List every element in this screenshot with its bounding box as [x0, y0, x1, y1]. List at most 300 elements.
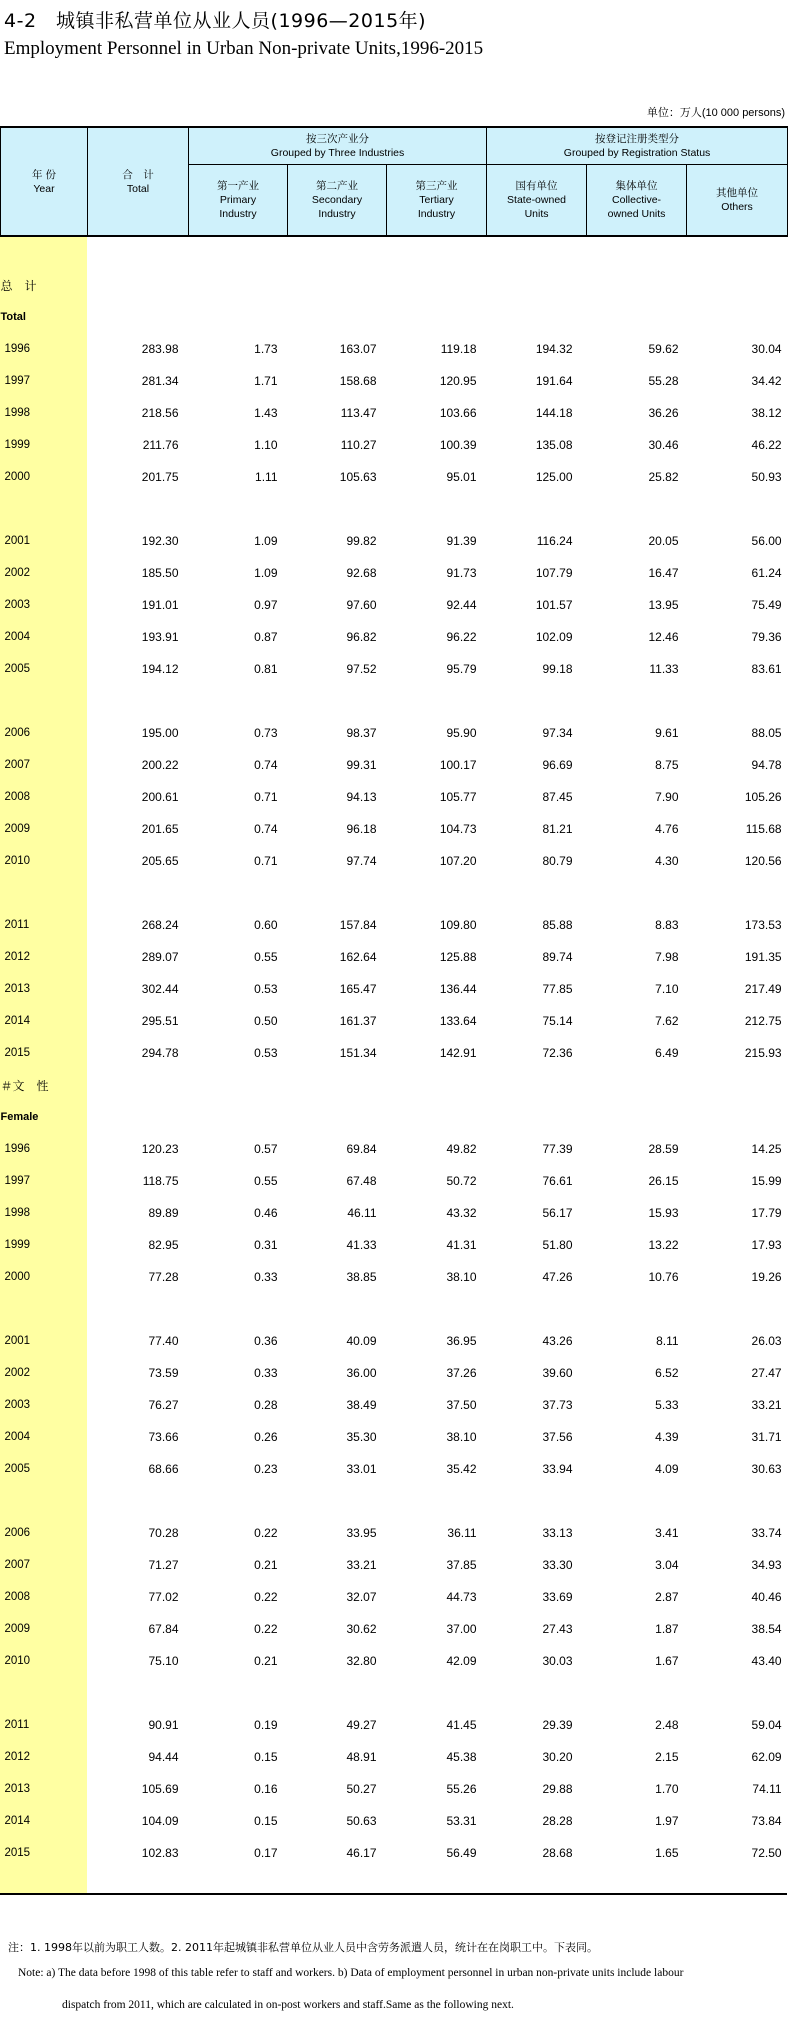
- value-cell: 1.09: [254, 566, 278, 580]
- value-cell: 120.23: [141, 1142, 179, 1156]
- value-cell: 39.60: [542, 1366, 573, 1380]
- value-cell: 41.45: [446, 1718, 477, 1732]
- table-row: [1, 1165, 788, 1197]
- value-cell: 73.84: [751, 1814, 782, 1828]
- value-cell: 97.34: [542, 726, 573, 740]
- year-cell: 2003: [4, 599, 31, 611]
- year-cell: 2000: [4, 471, 31, 483]
- value-cell: 45.38: [446, 1750, 477, 1764]
- value-cell: 50.63: [346, 1814, 377, 1828]
- section-label-en: Total: [0, 311, 26, 323]
- header-collective: [587, 165, 687, 237]
- table-row: [1, 813, 788, 845]
- header-registration-group: [487, 127, 788, 165]
- value-cell: 1.10: [254, 438, 278, 452]
- value-cell: 0.53: [254, 1046, 278, 1060]
- table-header: [1, 127, 788, 236]
- value-cell: 49.27: [346, 1718, 377, 1732]
- value-cell: 43.32: [446, 1206, 477, 1220]
- value-cell: 144.18: [535, 406, 573, 420]
- value-cell: 107.20: [439, 854, 477, 868]
- note-chinese: 注：1. 1998年以前为职工人数。2. 2011年起城镇非私营单位从业人员中含劳务派遣人员，统计在在岗职工中。下表同。: [8, 1941, 598, 1954]
- section-label-row: [1, 1069, 788, 1101]
- value-cell: 7.62: [655, 1014, 679, 1028]
- value-cell: 37.50: [446, 1398, 477, 1412]
- value-cell: 80.79: [542, 854, 573, 868]
- header-secondary-cn: 第二产业: [316, 180, 358, 192]
- table-row: [1, 1421, 788, 1453]
- value-cell: 281.34: [141, 374, 179, 388]
- value-cell: 217.49: [744, 982, 782, 996]
- value-cell: 59.62: [648, 342, 679, 356]
- value-cell: 100.39: [439, 438, 477, 452]
- value-cell: 4.39: [655, 1430, 679, 1444]
- header-others: [687, 165, 788, 237]
- value-cell: 191.01: [141, 598, 179, 612]
- value-cell: 1.97: [655, 1814, 679, 1828]
- year-cell: 2004: [4, 1431, 31, 1443]
- value-cell: 105.63: [339, 470, 377, 484]
- value-cell: 6.49: [655, 1046, 679, 1060]
- value-cell: 8.11: [656, 1334, 679, 1348]
- value-cell: 7.10: [655, 982, 679, 996]
- value-cell: 33.01: [346, 1462, 377, 1476]
- value-cell: 0.26: [254, 1430, 278, 1444]
- value-cell: 91.39: [446, 534, 477, 548]
- year-cell: 2005: [4, 663, 31, 675]
- value-cell: 109.80: [439, 918, 477, 932]
- value-cell: 32.07: [346, 1590, 377, 1604]
- value-cell: 6.52: [655, 1366, 679, 1380]
- value-cell: 67.48: [346, 1174, 377, 1188]
- value-cell: 120.95: [439, 374, 477, 388]
- value-cell: 200.22: [141, 758, 179, 772]
- value-cell: 30.62: [346, 1622, 377, 1636]
- header-state-owned: [487, 165, 587, 237]
- year-cell: 1998: [4, 1207, 31, 1219]
- value-cell: 56.49: [446, 1846, 477, 1860]
- value-cell: 4.30: [655, 854, 679, 868]
- value-cell: 5.33: [655, 1398, 679, 1412]
- value-cell: 9.61: [655, 726, 679, 740]
- year-cell: 2005: [4, 1463, 31, 1475]
- year-cell: 1997: [4, 1175, 31, 1187]
- table-bottom-rule: [0, 1893, 787, 1895]
- year-cell: 2015: [4, 1047, 31, 1059]
- year-cell: 1996: [4, 343, 31, 355]
- spacer-row: [1, 685, 788, 717]
- value-cell: 35.42: [446, 1462, 477, 1476]
- value-cell: 195.00: [141, 726, 179, 740]
- table-row: [1, 973, 788, 1005]
- value-cell: 69.84: [346, 1142, 377, 1156]
- value-cell: 113.47: [340, 406, 377, 420]
- header-primary-en2: Industry: [219, 208, 257, 220]
- value-cell: 97.52: [346, 662, 377, 676]
- header-tertiary-cn: 第三产业: [415, 180, 458, 192]
- value-cell: 28.28: [542, 1814, 573, 1828]
- value-cell: 194.32: [535, 342, 573, 356]
- value-cell: 89.89: [148, 1206, 179, 1220]
- value-cell: 19.26: [751, 1270, 782, 1284]
- value-cell: 77.28: [148, 1270, 179, 1284]
- value-cell: 94.13: [346, 790, 377, 804]
- value-cell: 118.75: [142, 1174, 179, 1188]
- value-cell: 33.21: [346, 1558, 377, 1572]
- value-cell: 194.12: [141, 662, 179, 676]
- table-row: [1, 1613, 788, 1645]
- value-cell: 200.61: [141, 790, 179, 804]
- year-cell: 2006: [4, 1527, 31, 1539]
- header-collective-cn: 集体单位: [615, 180, 658, 192]
- value-cell: 29.88: [542, 1782, 573, 1796]
- value-cell: 72.36: [542, 1046, 573, 1060]
- value-cell: 31.71: [751, 1430, 782, 1444]
- value-cell: 13.95: [648, 598, 679, 612]
- value-cell: 88.05: [751, 726, 782, 740]
- value-cell: 119.18: [440, 342, 477, 356]
- value-cell: 46.11: [347, 1206, 377, 1220]
- table-row: [1, 1357, 788, 1389]
- value-cell: 212.75: [744, 1014, 782, 1028]
- year-cell: 2012: [4, 1751, 31, 1763]
- header-collective-en2: owned Units: [607, 208, 666, 220]
- year-cell: 2004: [4, 631, 31, 643]
- year-cell: 2015: [4, 1847, 31, 1859]
- value-cell: 53.31: [446, 1814, 477, 1828]
- spacer-cell: [1, 493, 788, 525]
- year-cell: 2009: [4, 1623, 31, 1635]
- employment-table: [0, 126, 788, 1869]
- value-cell: 0.57: [254, 1142, 278, 1156]
- value-cell: 16.47: [648, 566, 679, 580]
- header-tertiary-en1: Tertiary: [419, 194, 454, 206]
- value-cell: 94.44: [148, 1750, 179, 1764]
- spacer-row: [1, 1293, 788, 1325]
- value-cell: 0.21: [254, 1558, 278, 1572]
- year-cell: 2011: [4, 919, 30, 931]
- header-industries-group: [189, 127, 487, 165]
- value-cell: 73.66: [148, 1430, 179, 1444]
- value-cell: 1.67: [655, 1654, 679, 1668]
- spacer-cell: [1, 1677, 788, 1709]
- header-secondary-en2: Industry: [318, 208, 356, 220]
- value-cell: 1.65: [655, 1846, 679, 1860]
- spacer-row: [1, 1485, 788, 1517]
- value-cell: 40.46: [751, 1590, 782, 1604]
- value-cell: 0.22: [254, 1526, 278, 1540]
- header-secondary-en1: Secondary: [311, 194, 363, 206]
- value-cell: 46.17: [346, 1846, 377, 1860]
- value-cell: 13.22: [648, 1238, 679, 1252]
- value-cell: 33.13: [542, 1526, 573, 1540]
- value-cell: 89.74: [542, 950, 573, 964]
- value-cell: 37.26: [446, 1366, 477, 1380]
- value-cell: 41.33: [346, 1238, 377, 1252]
- header-registration-cn: 按登记注册类型分: [595, 133, 680, 145]
- table-row: [1, 1453, 788, 1485]
- value-cell: 43.26: [542, 1334, 573, 1348]
- value-cell: 302.44: [141, 982, 179, 996]
- value-cell: 193.91: [141, 630, 179, 644]
- value-cell: 95.79: [446, 662, 477, 676]
- table-row: [1, 1389, 788, 1421]
- value-cell: 120.56: [744, 854, 782, 868]
- header-secondary: [288, 165, 387, 237]
- spacer-row: [1, 236, 788, 269]
- value-cell: 33.95: [346, 1526, 377, 1540]
- value-cell: 0.87: [254, 630, 278, 644]
- value-cell: 8.83: [655, 918, 679, 932]
- value-cell: 56.00: [751, 534, 782, 548]
- year-cell: 2012: [4, 951, 31, 963]
- value-cell: 0.17: [254, 1846, 278, 1860]
- table-row: [1, 653, 788, 685]
- value-cell: 201.75: [141, 470, 179, 484]
- year-cell: 2002: [4, 567, 31, 579]
- header-state-en2: Units: [524, 208, 549, 220]
- value-cell: 38.10: [446, 1270, 477, 1284]
- value-cell: 28.68: [542, 1846, 573, 1860]
- value-cell: 1.09: [254, 534, 278, 548]
- value-cell: 1.87: [655, 1622, 679, 1636]
- value-cell: 37.56: [542, 1430, 573, 1444]
- section-label-cn: ＃文 性: [0, 1078, 49, 1093]
- value-cell: 95.01: [446, 470, 477, 484]
- value-cell: 215.93: [744, 1046, 782, 1060]
- value-cell: 0.19: [254, 1718, 278, 1732]
- value-cell: 99.82: [346, 534, 377, 548]
- value-cell: 295.51: [141, 1014, 179, 1028]
- value-cell: 90.91: [148, 1718, 179, 1732]
- value-cell: 0.36: [254, 1334, 278, 1348]
- value-cell: 0.53: [254, 982, 278, 996]
- value-cell: 34.93: [751, 1558, 782, 1572]
- value-cell: 1.71: [254, 374, 278, 388]
- value-cell: 36.95: [446, 1334, 477, 1348]
- table-row: [1, 1773, 788, 1805]
- value-cell: 191.35: [744, 950, 782, 964]
- value-cell: 33.69: [542, 1590, 573, 1604]
- value-cell: 77.85: [542, 982, 573, 996]
- value-cell: 107.79: [535, 566, 573, 580]
- value-cell: 50.93: [751, 470, 782, 484]
- value-cell: 4.09: [655, 1462, 679, 1476]
- header-state-cn: 国有单位: [515, 180, 558, 192]
- value-cell: 0.46: [254, 1206, 278, 1220]
- spacer-cell: [1, 1293, 788, 1325]
- header-tertiary: [387, 165, 487, 237]
- value-cell: 97.74: [346, 854, 377, 868]
- value-cell: 105.69: [141, 1782, 179, 1796]
- value-cell: 20.05: [648, 534, 679, 548]
- spacer-cell: [1, 236, 788, 269]
- year-cell: 2009: [4, 823, 31, 835]
- value-cell: 142.91: [439, 1046, 477, 1060]
- year-cell: 2013: [4, 983, 31, 995]
- value-cell: 33.74: [751, 1526, 782, 1540]
- value-cell: 87.45: [542, 790, 573, 804]
- value-cell: 91.73: [446, 566, 477, 580]
- year-cell: 2011: [4, 1719, 30, 1731]
- value-cell: 46.22: [751, 438, 782, 452]
- value-cell: 98.37: [346, 726, 377, 740]
- header-primary: [189, 165, 288, 237]
- value-cell: 75.49: [751, 598, 782, 612]
- value-cell: 0.28: [254, 1398, 278, 1412]
- table-row: [1, 1741, 788, 1773]
- value-cell: 85.88: [542, 918, 573, 932]
- value-cell: 0.55: [254, 950, 278, 964]
- value-cell: 0.16: [254, 1782, 278, 1796]
- value-cell: 71.27: [148, 1558, 179, 1572]
- value-cell: 95.90: [446, 726, 477, 740]
- value-cell: 151.34: [339, 1046, 377, 1060]
- value-cell: 11.33: [649, 662, 679, 676]
- header-year-en: Year: [33, 182, 55, 195]
- table-row: [1, 461, 788, 493]
- year-cell: 2007: [4, 1559, 31, 1571]
- value-cell: 205.65: [141, 854, 179, 868]
- value-cell: 201.65: [141, 822, 179, 836]
- value-cell: 104.09: [141, 1814, 179, 1828]
- value-cell: 30.63: [751, 1462, 782, 1476]
- value-cell: 96.18: [346, 822, 377, 836]
- value-cell: 115.68: [745, 822, 782, 836]
- spacer-row: [1, 1677, 788, 1709]
- value-cell: 3.04: [655, 1558, 679, 1572]
- section-label-cn: 总 计: [0, 278, 37, 293]
- header-year-cn: 年 份: [32, 168, 56, 181]
- table-row: [1, 1037, 788, 1069]
- table-row: [1, 941, 788, 973]
- value-cell: 25.82: [648, 470, 679, 484]
- year-cell: 2010: [4, 1655, 31, 1667]
- value-cell: 76.61: [542, 1174, 573, 1188]
- value-cell: 0.74: [254, 822, 278, 836]
- value-cell: 1.73: [254, 342, 278, 356]
- year-cell: 1998: [4, 407, 31, 419]
- value-cell: 35.30: [346, 1430, 377, 1444]
- value-cell: 77.39: [542, 1142, 573, 1156]
- value-cell: 191.64: [535, 374, 573, 388]
- value-cell: 7.98: [655, 950, 679, 964]
- value-cell: 0.21: [254, 1654, 278, 1668]
- value-cell: 36.00: [346, 1366, 377, 1380]
- value-cell: 7.90: [655, 790, 679, 804]
- value-cell: 72.50: [751, 1846, 782, 1860]
- table-row: [1, 1581, 788, 1613]
- value-cell: 79.36: [751, 630, 782, 644]
- value-cell: 30.03: [542, 1654, 573, 1668]
- header-total-en: Total: [126, 182, 150, 195]
- value-cell: 2.48: [655, 1718, 679, 1732]
- value-cell: 161.37: [339, 1014, 377, 1028]
- table-row: [1, 1549, 788, 1581]
- value-cell: 94.78: [751, 758, 782, 772]
- value-cell: 30.46: [648, 438, 679, 452]
- table-row: [1, 621, 788, 653]
- value-cell: 42.09: [446, 1654, 477, 1668]
- value-cell: 30.20: [542, 1750, 573, 1764]
- value-cell: 74.11: [752, 1782, 782, 1796]
- value-cell: 38.10: [446, 1430, 477, 1444]
- value-cell: 283.98: [141, 342, 179, 356]
- page-title-chinese: 4-2 城镇非私营单位从业人员(1996—2015年): [4, 10, 427, 32]
- year-cell: 2003: [4, 1399, 31, 1411]
- value-cell: 133.64: [439, 1014, 477, 1028]
- value-cell: 76.27: [148, 1398, 179, 1412]
- value-cell: 75.10: [148, 1654, 179, 1668]
- table-row: [1, 1229, 788, 1261]
- spacer-row: [1, 877, 788, 909]
- value-cell: 77.02: [148, 1590, 179, 1604]
- value-cell: 32.80: [346, 1654, 377, 1668]
- value-cell: 15.93: [648, 1206, 679, 1220]
- spacer-row: [1, 493, 788, 525]
- table-row: [1, 1517, 788, 1549]
- value-cell: 0.97: [254, 598, 278, 612]
- table-row: [1, 1261, 788, 1293]
- value-cell: 33.94: [542, 1462, 573, 1476]
- value-cell: 4.76: [655, 822, 679, 836]
- value-cell: 51.80: [542, 1238, 573, 1252]
- value-cell: 77.40: [148, 1334, 179, 1348]
- section-label-row: [1, 269, 788, 301]
- value-cell: 1.11: [255, 470, 278, 484]
- value-cell: 41.31: [446, 1238, 477, 1252]
- value-cell: 0.55: [254, 1174, 278, 1188]
- value-cell: 0.81: [254, 662, 278, 676]
- value-cell: 38.49: [346, 1398, 377, 1412]
- value-cell: 158.68: [339, 374, 377, 388]
- value-cell: 163.07: [339, 342, 377, 356]
- value-cell: 101.57: [535, 598, 573, 612]
- value-cell: 103.66: [439, 406, 477, 420]
- year-cell: 1997: [4, 375, 31, 387]
- value-cell: 55.26: [446, 1782, 477, 1796]
- value-cell: 0.23: [254, 1462, 278, 1476]
- table-row: [1, 717, 788, 749]
- table-row: [1, 1837, 788, 1869]
- value-cell: 268.24: [141, 918, 179, 932]
- value-cell: 12.46: [648, 630, 679, 644]
- value-cell: 105.77: [439, 790, 477, 804]
- value-cell: 48.91: [346, 1750, 377, 1764]
- value-cell: 61.24: [751, 566, 782, 580]
- value-cell: 8.75: [655, 758, 679, 772]
- value-cell: 49.82: [446, 1142, 477, 1156]
- value-cell: 47.26: [542, 1270, 573, 1284]
- value-cell: 97.60: [346, 598, 377, 612]
- header-industries-cn: 按三次产业分: [306, 133, 370, 145]
- value-cell: 26.03: [751, 1334, 782, 1348]
- header-year: [1, 127, 88, 236]
- value-cell: 185.50: [141, 566, 179, 580]
- value-cell: 157.84: [339, 918, 377, 932]
- section-label-row: [1, 301, 788, 333]
- value-cell: 99.31: [346, 758, 377, 772]
- year-cell: 2007: [4, 759, 31, 771]
- value-cell: 81.21: [542, 822, 573, 836]
- value-cell: 15.99: [751, 1174, 782, 1188]
- value-cell: 68.66: [148, 1462, 179, 1476]
- spacer-cell: [1, 877, 788, 909]
- year-cell: 2001: [4, 1335, 31, 1347]
- value-cell: 59.04: [751, 1718, 782, 1732]
- value-cell: 30.04: [751, 342, 782, 356]
- value-cell: 96.82: [346, 630, 377, 644]
